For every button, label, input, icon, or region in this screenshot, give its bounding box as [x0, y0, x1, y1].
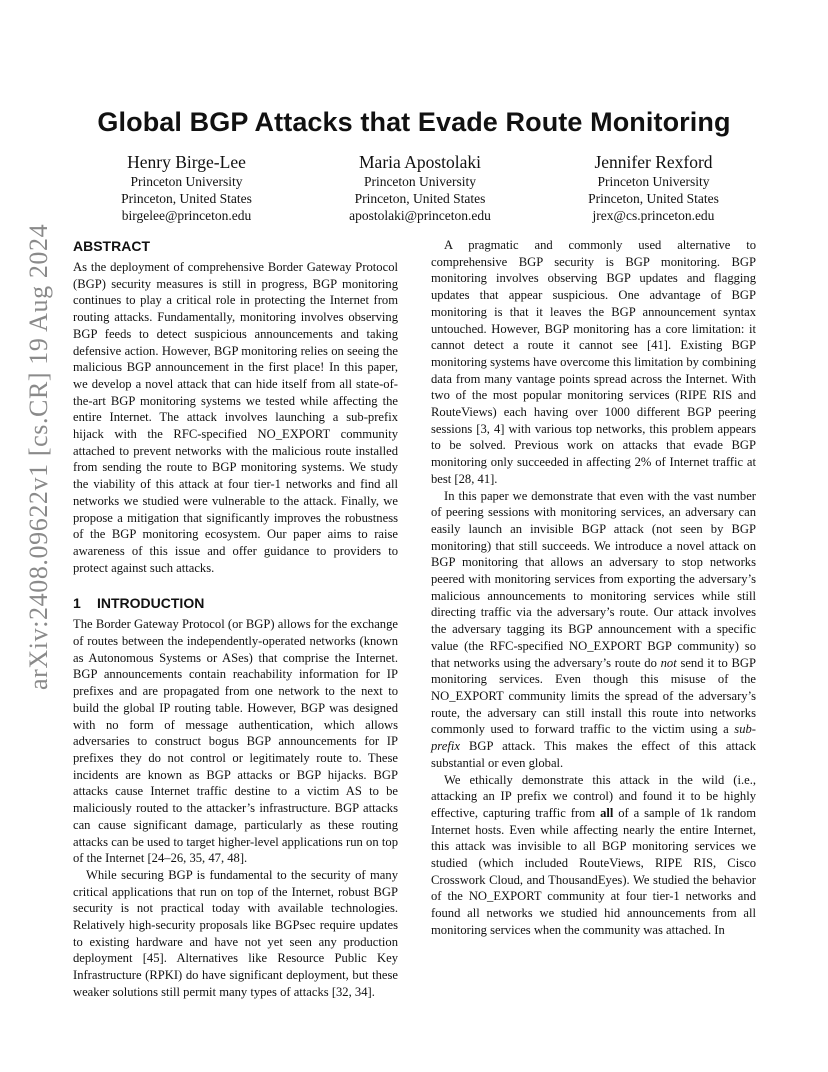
left-column	[73, 237, 398, 999]
author-name: Jennifer Rexford	[594, 152, 713, 172]
author-1	[70, 151, 303, 224]
right-column	[431, 237, 756, 939]
p5-bold: all	[600, 805, 614, 820]
section-title: INTRODUCTION	[97, 595, 205, 612]
author-name: Maria Apostolaki	[359, 152, 481, 172]
abstract-text: As the deployment of comprehensive Border Gateway Protocol (BGP) security measures is still in progress, BGP monitoring continues to play a critical role in protecting the Internet from routing attacks. Fundamentally, monitoring involves observing BGP feeds to detect suspicious announcements and taking defensive action. However, BGP monitoring relies on seeing the malicious BGP announcement in the first place! In this paper, we develop a novel attack that can hide itself from all state-of-the-art BGP monitoring systems we tested while affecting the entire Internet. The attack involves launching a sub-prefix hijack with the RFC-specified NO_EXPORT community attached to prevent networks with the malicious route installed from sending the route to BGP monitoring systems. We study the viability of this attack at four tier-1 networks and find all networks we studied were vulnerable to the attack. Finally, we propose a mitigation that significantly improves the robustness of the BGP monitoring ecosystem. Our paper aims to raise awareness of this issue and offer guidance to providers to protect against such attacks.	[73, 260, 398, 575]
intro-paragraph-5	[431, 772, 756, 939]
author-email: jrex@cs.princeton.edu	[592, 208, 715, 223]
author-3	[537, 151, 770, 224]
author-location: Princeton, United States	[354, 191, 486, 206]
intro-paragraph-3: A pragmatic and commonly used alternative to comprehensive BGP security is BGP monitoring. BGP monitoring involves observing BGP updates and flagging updates that appear suspicious. One advantage of BGP monitoring is that it leaves the BGP announcement syntax untouched. However, BGP monitoring has a core limitation: it cannot detect a route it cannot see [41]. Existing BGP monitoring systems have overcome this limitation by combining data from many vantage points spread across the Internet. With two of the most popular monitoring services (RIPE RIS and RouteViews) each having over 1000 different BGP peering sessions [3, 4] with various top networks, this problem appears to be solved. Previous work on attacks that evade BGP monitoring only succeeded in affecting 2% of Internet traffic at best [28, 41].	[431, 238, 756, 486]
author-location: Princeton, United States	[588, 191, 719, 206]
author-email: apostolaki@princeton.edu	[349, 208, 491, 223]
author-affiliation: Princeton University	[597, 174, 710, 189]
author-email: birgelee@princeton.edu	[121, 208, 252, 223]
author-name: Henry Birge-Lee	[127, 152, 246, 172]
author-block	[70, 151, 770, 224]
p4-emphasis: not	[660, 655, 677, 670]
intro-paragraph-4	[431, 488, 756, 772]
author-affiliation: Princeton University	[363, 174, 477, 189]
p4-emphasis-2: sub-prefix	[431, 722, 756, 754]
author-affiliation: Princeton University	[130, 174, 243, 189]
p5-text-cont: of a sample of 1k random Internet hosts. Even while affecting nearly the entire Internet, this attack was invisible to all BGP monitoring services we studied (which included RouteViews, RIPE RIS, Cisco Crosswork Cloud, and ThousandEyes). We studied the behavior of the NO_EXPORT community at four tier-1 networks and found all networks we studied hid announcements from all monitoring services when the community was attached. In	[431, 805, 756, 937]
author-location: Princeton, United States	[121, 191, 252, 206]
introduction-heading	[73, 594, 398, 612]
author-2	[304, 151, 537, 224]
intro-paragraph-1: The Border Gateway Protocol (or BGP) allows for the exchange of routes between the independently-operated networks (known as Autonomous Systems or ASes) that comprise the Internet. BGP announcements contain reachability information for IP prefixes and are propagated from one network to the next to build the global IP routing table. However, BGP was designed with no form of message authentication, which allows adversaries to construct bogus BGP announcements for IP prefixes they do not control or legitimately route to. These incidents are known as BGP attacks or BGP hijacks. BGP attacks cause Internet traffic destine to a victim AS to be maliciously routed to the attacker’s infrastructure. BGP attacks can cause significant damage, particularly as these routing attacks can be used to target higher-level applications run on top of the Internet [24–26, 35, 47, 48].	[73, 617, 398, 866]
p5-text: We ethically demonstrate this attack in the wild (i.e., attacking an IP prefix we control) and found it to be highly effective, capturing traffic from	[431, 772, 756, 820]
p4-text: In this paper we demonstrate that even with the vast number of peering sessions with monitoring services, an adversary can easily launch an invisible BGP attack (not seen by BGP monitoring) that still succeeds. We introduce a novel attack on BGP monitoring that allows an adversary to stop networks peered with monitoring services from exporting the adversary’s malicious announcements to monitoring services while still directing traffic via the adversary’s route. Our attack involves the adversary tagging its BGP announcement with a specific value (the RFC-specified NO_EXPORT BGP community) so that networks using the adversary’s route do	[431, 488, 756, 670]
p4-text-end: BGP attack. This makes the effect of this attack substantial or even global.	[431, 739, 756, 770]
arxiv-identifier: arXiv:2408.09622v1 [cs.CR] 19 Aug 2024	[24, 223, 53, 690]
intro-paragraph-2: While securing BGP is fundamental to the security of many critical applications that run on top of the Internet, robust BGP security is not practical today with available technologies. Relatively high-security proposals like BGPsec require updates to existing hardware and have not yet seen any production deployment [45]. Alternatives like Resource Public Key Infrastructure (RPKI) do have significant deployment, but these weaker solutions still permit many types of attacks [32, 34].	[73, 867, 398, 999]
abstract-heading: ABSTRACT	[73, 238, 150, 254]
section-number: 1	[73, 595, 81, 612]
paper-title: Global BGP Attacks that Evade Route Monitoring	[97, 107, 731, 137]
p4-text-cont: send it to BGP monitoring services. Even though this misuse of the NO_EXPORT community limits the spread of the adversary’s route, the adversary can still install this route into networks commonly used to forward traffic to the victim using a	[431, 655, 756, 737]
